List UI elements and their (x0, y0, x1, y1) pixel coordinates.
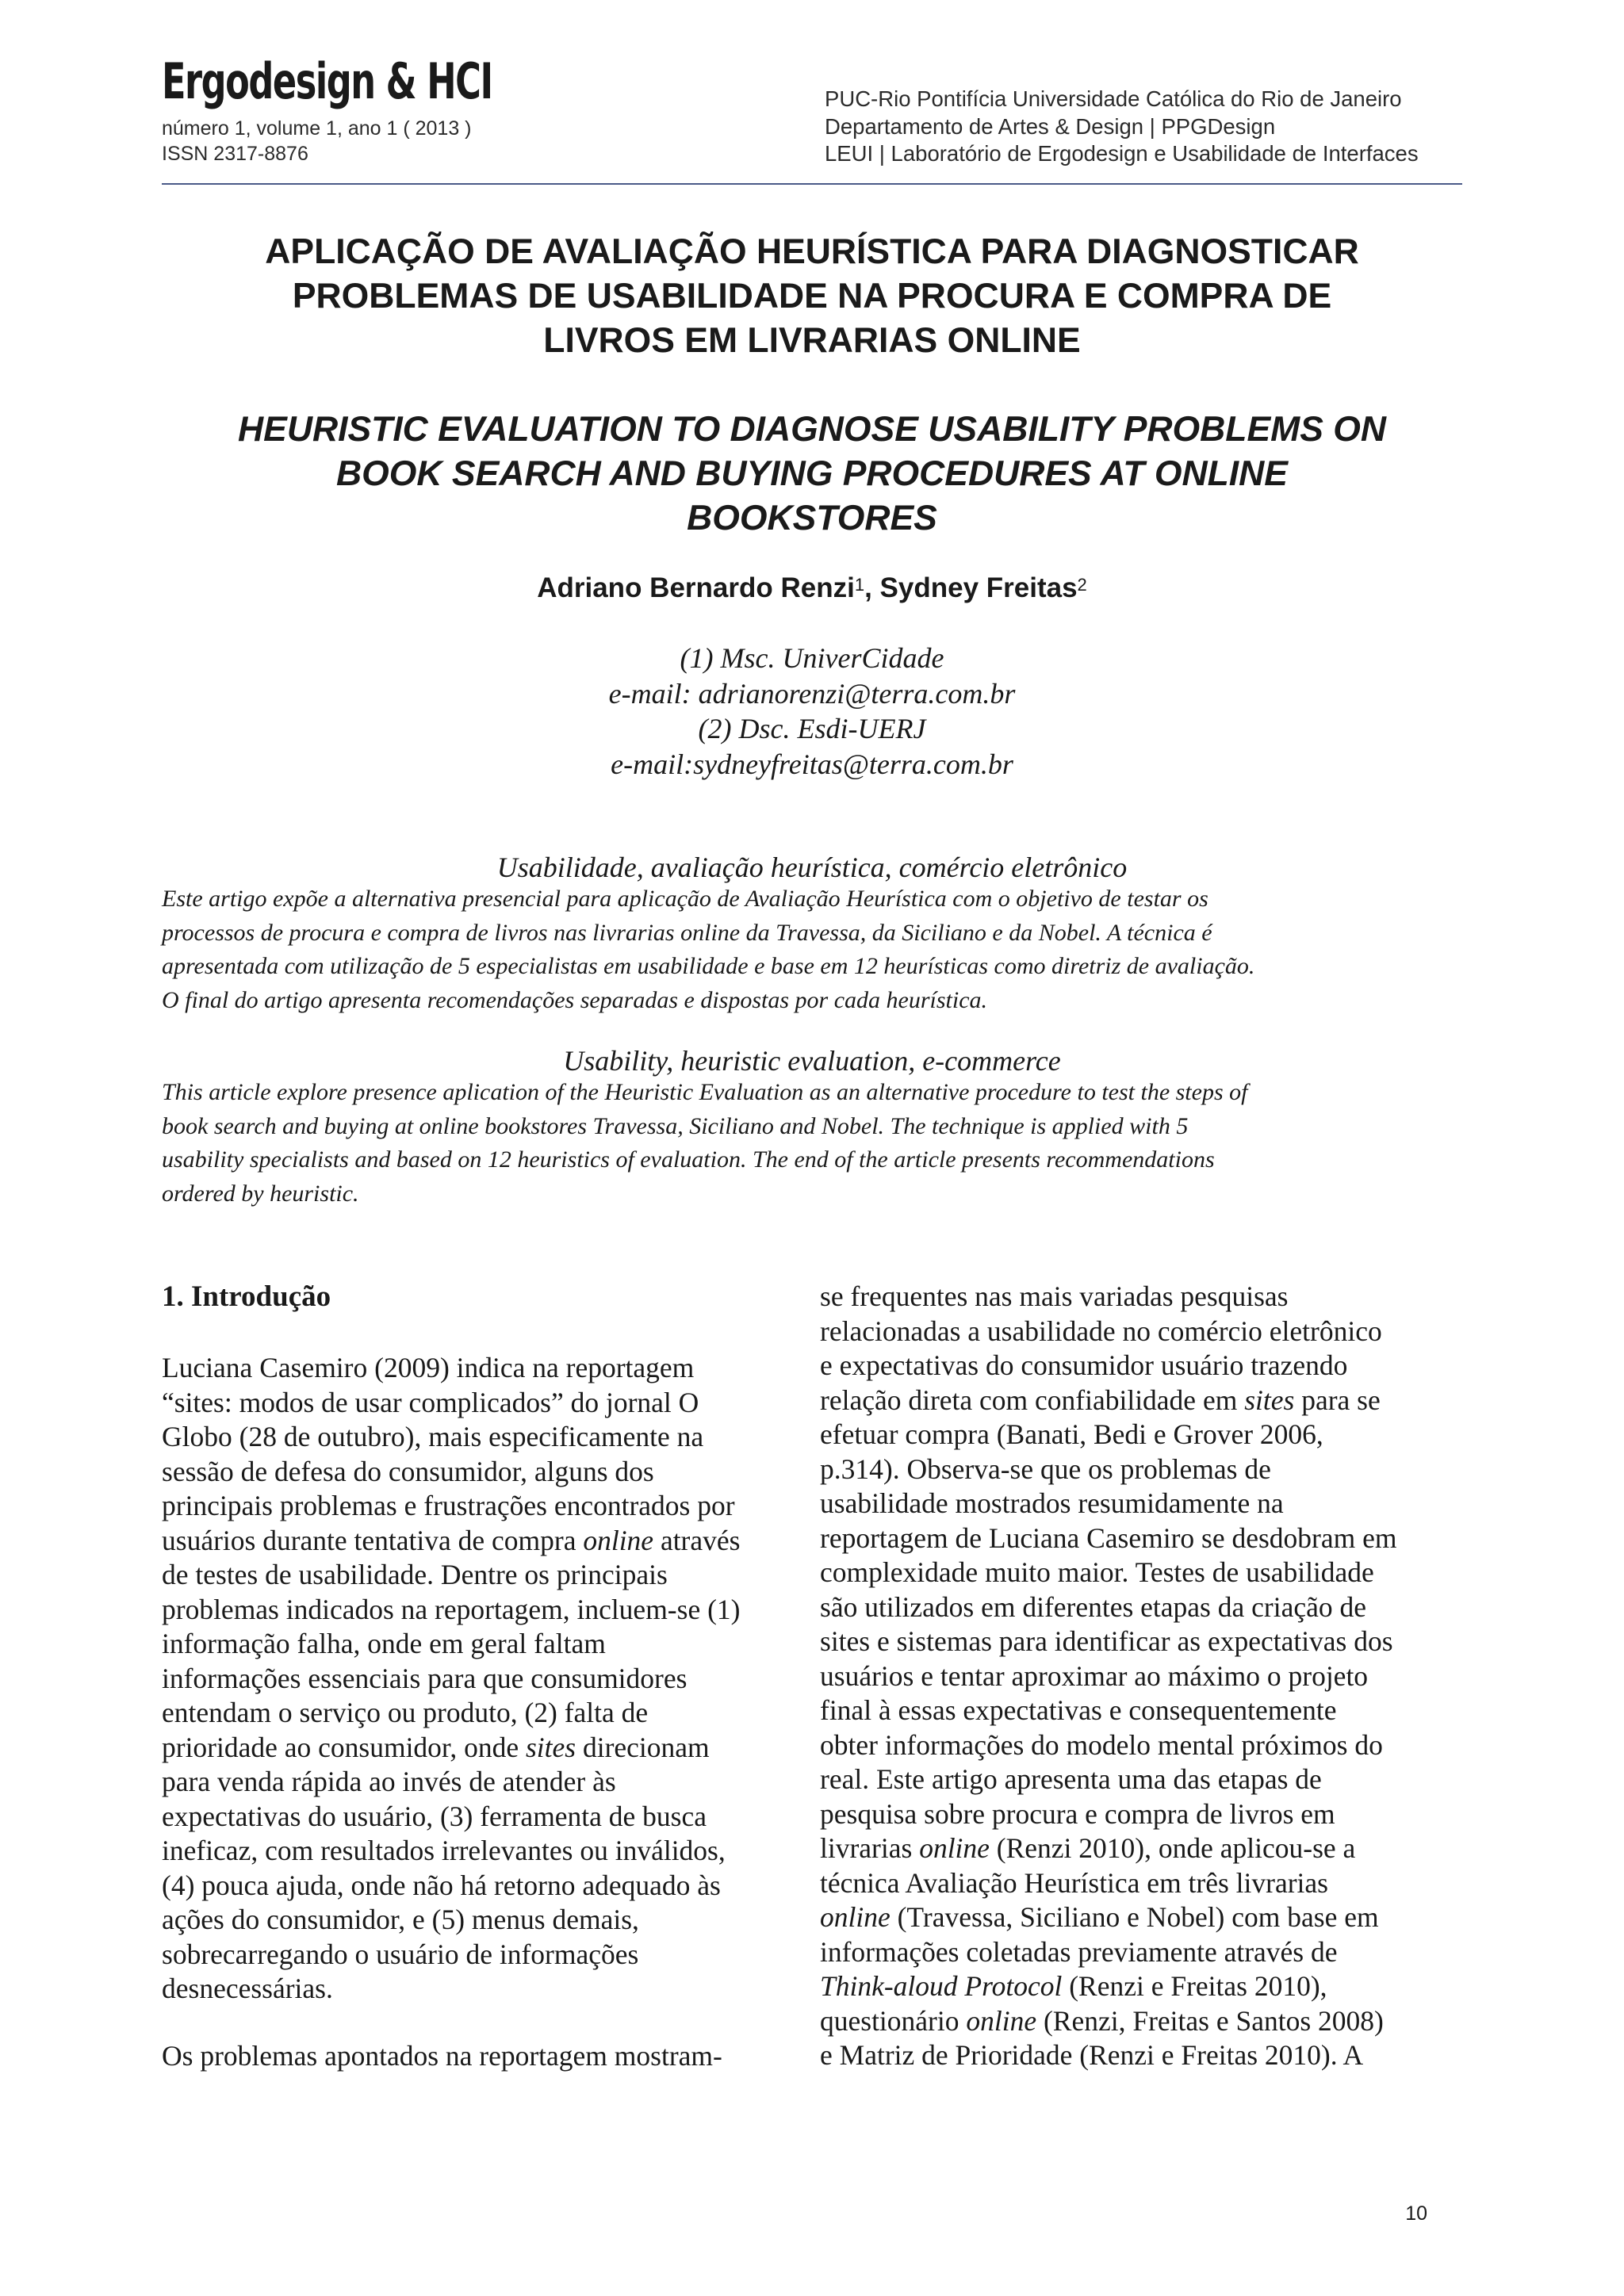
abstract-line: O final do artigo apresenta recomendações separadas e dispostas por cada heurística. (162, 986, 988, 1013)
text-line: efetuar compra (Banati, Bedi e Grover 2006, (820, 1418, 1323, 1450)
text-segment: usuários durante tentativa de compra (162, 1524, 584, 1556)
institution-line: LEUI | Laboratório de Ergodesign e Usabilidade de Interfaces (825, 141, 1419, 166)
keywords-english: Usability, heuristic evaluation, e-commerce (563, 1045, 1061, 1077)
text-line: usabilidade mostrados resumidamente na (820, 1487, 1284, 1519)
text-line: problemas indicados na reportagem, incluem-se (1) (162, 1593, 741, 1625)
text-line: “sites: modos de usar complicados” do jornal O (162, 1386, 699, 1418)
affiliations (159, 641, 1465, 782)
title-line: PROBLEMAS DE USABILIDADE NA PROCURA E COMPRA DE (292, 277, 1332, 316)
text-line (820, 1831, 1396, 1866)
text-segment: através (653, 1524, 741, 1556)
text-line: real. Este artigo apresenta uma das etapas de (820, 1763, 1322, 1795)
text-line: sessão de defesa do consumidor, alguns dos (162, 1455, 654, 1487)
text-segment: (Renzi e Freitas 2010), (1062, 1970, 1327, 2002)
title-line: HEURISTIC EVALUATION TO DIAGNOSE USABILITY PROBLEMS ON (238, 410, 1386, 449)
text-line: (4) pouca ajuda, onde não há retorno adequado às (162, 1869, 721, 1901)
abstract-line: Este artigo expõe a alternativa presencial para aplicação de Avaliação Heurística com o objetivo de testar os (162, 886, 1208, 912)
text-line: p.314). Observa-se que os problemas de (820, 1452, 1271, 1485)
keywords-portuguese: Usabilidade, avaliação heurística, comércio eletrônico (496, 851, 1128, 883)
affiliation-email: e-mail: adrianorenzi@terra.com.br (608, 677, 1016, 710)
affiliation-line: (1) Msc. UniverCidade (680, 642, 944, 674)
text-line: ações do consumidor, e (5) menus demais, (162, 1904, 639, 1935)
text-line: pesquisa sobre procura e compra de livros em (820, 1797, 1335, 1830)
abstract-line: apresentada com utilização de 5 especialistas em usabilidade e base em 12 heurísticas como diretriz de avaliação. (162, 953, 1255, 979)
authors (159, 571, 1465, 606)
title-english (159, 408, 1465, 541)
text-line (820, 1969, 1396, 2004)
text-line: e expectativas do consumidor usuário trazendo (820, 1349, 1348, 1381)
journal-meta (162, 116, 472, 166)
title-line: APLICAÇÃO DE AVALIAÇÃO HEURÍSTICA PARA DIAGNOSTICAR (265, 232, 1359, 271)
author-name: Sydney Freitas (879, 572, 1078, 603)
abstract-line: processos de procura e compra de livros nas livrarias online da Travessa, da Siciliano e da Nobel. A técnica é (162, 919, 1212, 946)
abstract-english (162, 1076, 1470, 1211)
left-column-paragraph (162, 2039, 722, 2074)
text-line: entendam o serviço ou produto, (2) falta de (162, 1697, 649, 1728)
text-segment: (Travessa, Siciliano e Nobel) com base em (890, 1901, 1379, 1933)
text-line: reportagem de Luciana Casemiro se desdobram em (820, 1521, 1397, 1554)
text-line: são utilizados em diferentes etapas da criação de (820, 1590, 1366, 1623)
text-segment: (Renzi 2010), onde aplicou-se a (989, 1832, 1356, 1864)
affiliation-email: e-mail:sydneyfreitas@terra.com.br (611, 748, 1013, 780)
text-segment: (Renzi, Freitas e Santos 2008) (1036, 2004, 1384, 2037)
journal-issue: número 1, volume 1, ano 1 ( 2013 ) (162, 117, 472, 140)
text-line: desnecessárias. (162, 1973, 333, 2004)
text-line: técnica Avaliação Heurística em três livrarias (820, 1866, 1328, 1899)
institution-line: PUC-Rio Pontifícia Universidade Católica do Rio de Janeiro (825, 86, 1402, 111)
text-line: de testes de usabilidade. Dentre os principais (162, 1559, 668, 1590)
text-line: principais problemas e frustrações encontrados por (162, 1490, 735, 1521)
journal-issn: ISSN 2317-8876 (162, 143, 308, 165)
abstract-portuguese (162, 882, 1470, 1017)
text-line: para venda rápida ao invés de atender às (162, 1766, 616, 1797)
text-line (820, 2004, 1396, 2039)
text-line: e Matriz de Prioridade (Renzi e Freitas 2010). A (820, 2039, 1364, 2071)
italic-term: online (820, 1901, 891, 1933)
abstract-line: book search and buying at online bookstores Travessa, Siciliano and Nobel. The technique is applied with 5 (162, 1112, 1189, 1139)
italic-term: online (919, 1832, 990, 1864)
text-segment: relação direta com confiabilidade em (820, 1383, 1245, 1416)
italic-term: online (583, 1524, 654, 1556)
text-line (162, 1731, 740, 1766)
header-divider (162, 183, 1462, 185)
text-line (820, 1900, 1396, 1935)
institution-block (825, 86, 1419, 168)
author-superscript: 1 (854, 575, 865, 595)
abstract-line: ordered by heuristic. (162, 1180, 359, 1207)
text-line: expectativas do usuário, (3) ferramenta de busca (162, 1800, 707, 1832)
text-line: Globo (28 de outubro), mais especificamente na (162, 1421, 704, 1452)
title-line: BOOK SEARCH AND BUYING PROCEDURES AT ONLINE (336, 454, 1288, 493)
text-line (820, 1383, 1396, 1418)
author-name: Adriano Bernardo Renzi (537, 572, 855, 603)
text-line: ineficaz, com resultados irrelevantes ou inválidos, (162, 1835, 726, 1866)
italic-term: sites (525, 1731, 576, 1763)
affiliation-line: (2) Dsc. Esdi-UERJ (698, 713, 926, 744)
right-column (820, 1280, 1396, 2073)
italic-term: Think-aloud Protocol (820, 1970, 1063, 2002)
section-title: 1. Introdução (162, 1280, 331, 1313)
title-portuguese (159, 230, 1465, 363)
abstract-line: This article explore presence aplication of the Heuristic Evaluation as an alternative procedure to test the steps of (162, 1079, 1248, 1105)
italic-term: online (966, 2004, 1037, 2037)
text-line: sites e sistemas para identificar as expectativas dos (820, 1625, 1393, 1657)
page-number: 10 (1405, 2202, 1427, 2225)
text-segment: prioridade ao consumidor, onde (162, 1731, 526, 1763)
text-segment: livrarias (820, 1832, 920, 1864)
text-line: relacionadas a usabilidade no comércio eletrônico (820, 1314, 1382, 1347)
text-segment: para se (1294, 1383, 1381, 1416)
text-line: usuários e tentar aproximar ao máximo o projeto (820, 1659, 1369, 1692)
title-line: LIVROS EM LIVRARIAS ONLINE (543, 321, 1081, 360)
left-column-paragraph (162, 1351, 740, 2007)
text-line: informações coletadas previamente através de (820, 1935, 1338, 1968)
text-segment: direcionam (576, 1731, 710, 1763)
text-segment: questionário (820, 2004, 967, 2037)
abstract-line: usability specialists and based on 12 heuristics of evaluation. The end of the article presents recommendations (162, 1146, 1215, 1173)
author-superscript: 2 (1077, 575, 1087, 595)
italic-term: sites (1244, 1383, 1295, 1416)
text-line: informação falha, onde em geral faltam (162, 1628, 606, 1659)
text-line: final à essas expectativas e consequentemente (820, 1694, 1337, 1726)
text-line: complexidade muito maior. Testes de usabilidade (820, 1556, 1374, 1588)
text-line: informações essenciais para que consumidores (162, 1662, 688, 1694)
title-line: BOOKSTORES (687, 499, 937, 538)
text-line (162, 1524, 740, 1559)
text-line: Os problemas apontados na reportagem mostram- (162, 2040, 722, 2072)
journal-logo: Ergodesign & HCI (162, 52, 492, 110)
author-separator: , (864, 572, 880, 603)
text-line: obter informações do modelo mental próximos do (820, 1728, 1383, 1761)
text-line: se frequentes nas mais variadas pesquisas (820, 1280, 1289, 1312)
text-line: sobrecarregando o usuário de informações (162, 1938, 639, 1970)
institution-line: Departamento de Artes & Design | PPGDesign (825, 113, 1276, 139)
text-line: Luciana Casemiro (2009) indica na reportagem (162, 1352, 695, 1383)
